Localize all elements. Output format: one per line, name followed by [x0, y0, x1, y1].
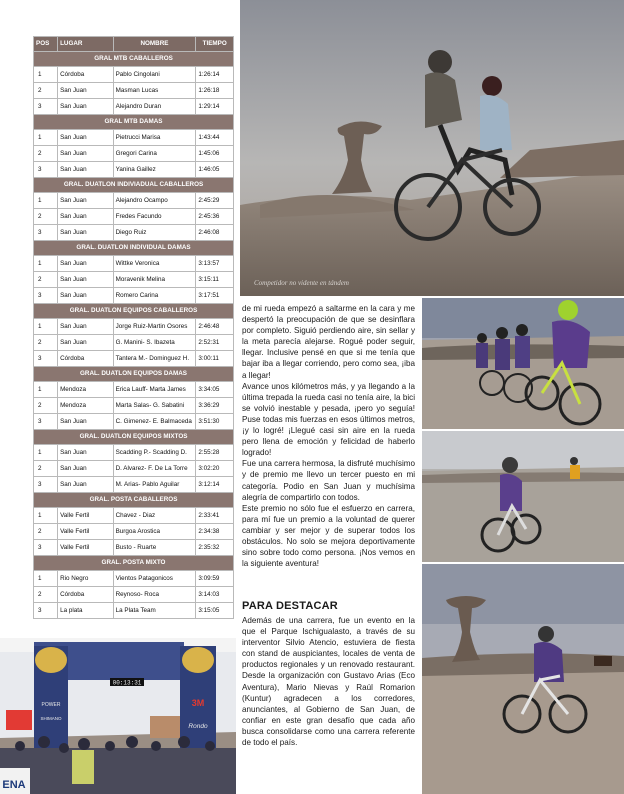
- arch-brand-logo-4: SHIMANO: [40, 716, 62, 721]
- table-row: [34, 319, 234, 335]
- position-cell: 2: [34, 335, 58, 351]
- photo-caption: Competidor no vidente en tándem: [254, 279, 349, 287]
- table-row: [34, 272, 234, 288]
- table-row: [34, 351, 234, 367]
- name-cell: Scadding P.- Scadding D.: [113, 445, 196, 461]
- time-cell: 3:09:59: [196, 571, 234, 587]
- time-cell: 3:36:29: [196, 398, 234, 414]
- finish-arch-photo: [0, 638, 236, 794]
- category-label: GRAL. POSTA MIXTO: [34, 556, 234, 571]
- time-cell: 2:35:32: [196, 540, 234, 556]
- name-cell: Pietrucci Marisa: [113, 130, 196, 146]
- category-label: GRAL. DUATLON INDIVIADUAL CABALLEROS: [34, 178, 234, 193]
- position-cell: 2: [34, 209, 58, 225]
- name-cell: Pablo Cingolani: [113, 67, 196, 83]
- place-cell: San Juan: [58, 477, 114, 493]
- position-cell: 3: [34, 603, 58, 619]
- table-row: [34, 146, 234, 162]
- article-paragraph: Este premio no sólo fue el esfuerzo en carrera, para mí fue un premio a la voluntad de querer cambiar y ser mejor y de superar todos los obstáculos. No solo se mejora deportivamente sino sobre todo como persona. ¡Nos vemos en la siguiente aventura!: [242, 503, 415, 569]
- article-paragraph: Avance unos kilómetros más, y ya llegando a la última trepada la rueda casi no tenía aire, la bici se volvió inestable y pesada, ¡pero yo seguía! Puse todas mis fuerzas en esos últimos metros, ¡y lo logré! ¡Llegué casi sin aire en la rueda pero llena de emoción y felicidad de haberlo logrado!: [242, 381, 415, 458]
- name-cell: Masman Lucas: [113, 83, 196, 99]
- name-cell: D. Alvarez- F. De La Torre: [113, 461, 196, 477]
- time-cell: 3:51:30: [196, 414, 234, 430]
- table-row: [34, 99, 234, 115]
- time-cell: 2:46:48: [196, 319, 234, 335]
- table-row: [34, 398, 234, 414]
- position-cell: 2: [34, 272, 58, 288]
- header-pos: POS: [34, 37, 58, 52]
- time-cell: 1:26:18: [196, 83, 234, 99]
- time-cell: 1:29:14: [196, 99, 234, 115]
- name-cell: Alejandro Ocampo: [113, 193, 196, 209]
- name-cell: La Plata Team: [113, 603, 196, 619]
- table-row: [34, 193, 234, 209]
- table-row: [34, 414, 234, 430]
- place-cell: San Juan: [58, 461, 114, 477]
- name-cell: Reynoso- Roca: [113, 587, 196, 603]
- position-cell: 1: [34, 193, 58, 209]
- position-cell: 2: [34, 146, 58, 162]
- time-cell: 2:33:41: [196, 508, 234, 524]
- table-header-row: [34, 37, 234, 52]
- time-cell: 2:55:28: [196, 445, 234, 461]
- header-nombre: NOMBRE: [113, 37, 196, 52]
- table-row: [34, 587, 234, 603]
- place-cell: Valle Fertil: [58, 508, 114, 524]
- time-cell: 3:13:57: [196, 256, 234, 272]
- highlight-paragraph: Además de una carrera, fue un evento en la que el Parque Ischigualasto, a través de su interventor Silvio Atencio, estuviera de fiesta con stand de auspiciantes, locales de venta de productos regionales y un renovado restaurant. Desde la organización con Gustavo Arias (Eco Aventura), Mario Nievas y Raúl Romarion (Kuntur) agradecen a los corredores, anunciantes, al Gobierno de San Juan, de confiar en este gran desafío que cada año busca consolidarse como una carrera referente de todo el país.: [242, 616, 415, 748]
- header-lugar: LUGAR: [58, 37, 114, 52]
- arch-brand-logo-3: POWER: [41, 702, 61, 708]
- time-cell: 2:46:08: [196, 225, 234, 241]
- time-cell: 3:17:51: [196, 288, 234, 304]
- place-cell: San Juan: [58, 225, 114, 241]
- place-cell: San Juan: [58, 272, 114, 288]
- place-cell: Valle Fertil: [58, 540, 114, 556]
- position-cell: 3: [34, 99, 58, 115]
- time-cell: 1:46:05: [196, 162, 234, 178]
- section-title: PARA DESTACAR: [242, 600, 338, 612]
- position-cell: 1: [34, 571, 58, 587]
- place-cell: San Juan: [58, 319, 114, 335]
- header-tiempo: TIEMPO: [196, 37, 234, 52]
- name-cell: Diego Ruiz: [113, 225, 196, 241]
- place-cell: Córdoba: [58, 587, 114, 603]
- name-cell: Erica Lauff- Marta James: [113, 382, 196, 398]
- time-cell: 1:45:06: [196, 146, 234, 162]
- category-row: [34, 115, 234, 130]
- place-cell: San Juan: [58, 193, 114, 209]
- table-row: [34, 603, 234, 619]
- name-cell: Yanina Gaillez: [113, 162, 196, 178]
- table-row: [34, 256, 234, 272]
- category-label: GRAL. DUATLON EQUIPOS MIXTOS: [34, 430, 234, 445]
- position-cell: 3: [34, 162, 58, 178]
- place-cell: San Juan: [58, 130, 114, 146]
- name-cell: M. Arias- Pablo Aguilar: [113, 477, 196, 493]
- solo-rider-photo: [422, 431, 624, 562]
- banner-text: ENA: [2, 779, 26, 791]
- table-row: [34, 83, 234, 99]
- table-row: [34, 335, 234, 351]
- table-row: [34, 524, 234, 540]
- category-row: [34, 493, 234, 508]
- category-label: GRAL MTB CABALLEROS: [34, 52, 234, 67]
- results-table: [33, 36, 234, 619]
- highlight-column: [242, 615, 415, 748]
- table-row: [34, 571, 234, 587]
- place-cell: San Juan: [58, 445, 114, 461]
- position-cell: 2: [34, 398, 58, 414]
- position-cell: 1: [34, 382, 58, 398]
- place-cell: San Juan: [58, 288, 114, 304]
- position-cell: 2: [34, 587, 58, 603]
- place-cell: La plata: [58, 603, 114, 619]
- position-cell: 2: [34, 83, 58, 99]
- position-cell: 3: [34, 477, 58, 493]
- place-cell: Mendoza: [58, 398, 114, 414]
- place-cell: Valle Fertil: [58, 524, 114, 540]
- time-cell: 2:45:29: [196, 193, 234, 209]
- position-cell: 3: [34, 288, 58, 304]
- category-row: [34, 241, 234, 256]
- name-cell: Alejandro Duran: [113, 99, 196, 115]
- position-cell: 1: [34, 508, 58, 524]
- arch-brand-logo: 3M: [191, 698, 205, 708]
- table-row: [34, 209, 234, 225]
- category-label: GRAL. POSTA CABALLEROS: [34, 493, 234, 508]
- position-cell: 3: [34, 225, 58, 241]
- category-row: [34, 367, 234, 382]
- name-cell: Burgoa Arostica: [113, 524, 196, 540]
- category-row: [34, 52, 234, 67]
- time-cell: 3:15:11: [196, 272, 234, 288]
- time-cell: 2:34:38: [196, 524, 234, 540]
- place-cell: San Juan: [58, 414, 114, 430]
- table-row: [34, 382, 234, 398]
- place-cell: San Juan: [58, 99, 114, 115]
- name-cell: Jorge Ruiz-Martin Osores: [113, 319, 196, 335]
- position-cell: 2: [34, 461, 58, 477]
- place-cell: San Juan: [58, 209, 114, 225]
- arch-brand-logo-2: Rondo: [188, 723, 208, 730]
- name-cell: Vientos Patagonicos: [113, 571, 196, 587]
- article-column: [242, 303, 415, 569]
- finish-clock: 00:13:31: [112, 679, 142, 687]
- time-cell: 3:02:20: [196, 461, 234, 477]
- position-cell: 3: [34, 414, 58, 430]
- position-cell: 3: [34, 351, 58, 367]
- position-cell: 1: [34, 445, 58, 461]
- time-cell: 3:14:03: [196, 587, 234, 603]
- place-cell: San Juan: [58, 256, 114, 272]
- place-cell: San Juan: [58, 83, 114, 99]
- position-cell: 1: [34, 256, 58, 272]
- category-row: [34, 430, 234, 445]
- time-cell: 2:52:31: [196, 335, 234, 351]
- table-row: [34, 225, 234, 241]
- group-riders-photo: [422, 298, 624, 429]
- place-cell: Rio Negro: [58, 571, 114, 587]
- name-cell: Romero Carina: [113, 288, 196, 304]
- name-cell: Gregori Carina: [113, 146, 196, 162]
- table-row: [34, 540, 234, 556]
- table-row: [34, 508, 234, 524]
- name-cell: Moravenik Melina: [113, 272, 196, 288]
- place-cell: Córdoba: [58, 351, 114, 367]
- rider-rock-photo: [422, 564, 624, 794]
- category-label: GRAL. DUATLON EQUIPOS CABALLEROS: [34, 304, 234, 319]
- table-row: [34, 162, 234, 178]
- table-row: [34, 461, 234, 477]
- table-row: [34, 477, 234, 493]
- name-cell: Busto - Ruarte: [113, 540, 196, 556]
- table-row: [34, 67, 234, 83]
- name-cell: Chavez - Diaz: [113, 508, 196, 524]
- name-cell: C. Gimenez- E. Balmaceda: [113, 414, 196, 430]
- time-cell: 3:34:05: [196, 382, 234, 398]
- name-cell: Wittke Veronica: [113, 256, 196, 272]
- position-cell: 1: [34, 130, 58, 146]
- name-cell: Tantera M.- Dominguez H.: [113, 351, 196, 367]
- time-cell: 3:00:11: [196, 351, 234, 367]
- name-cell: Marta Salas- G. Sabatini: [113, 398, 196, 414]
- place-cell: San Juan: [58, 146, 114, 162]
- category-label: GRAL MTB DAMAS: [34, 115, 234, 130]
- article-paragraph: Fue una carrera hermosa, la disfruté muchísimo y de premio me llevo un tercer puesto en mi categoría. Podio en San Juan y muchísima alegría de compartirlo con todos.: [242, 459, 415, 502]
- name-cell: Fredes Facundo: [113, 209, 196, 225]
- category-label: GRAL. DUATLON INDIVIDUAL DAMAS: [34, 241, 234, 256]
- tandem-bike-photo: [240, 0, 624, 296]
- name-cell: G. Manini- S. Ibazeta: [113, 335, 196, 351]
- table-row: [34, 288, 234, 304]
- category-label: GRAL. DUATLON EQUIPOS DAMAS: [34, 367, 234, 382]
- article-paragraph: de mi rueda empezó a saltarme en la cara y me despertó la preocupación de que se desinflara por completo. Siguió perdiendo aire, sin sellar y la meta parecía alejarse. Rogué poder seguir, llegar. Inclusive pensé en que si me tenía que bajar iba a llegar corriendo, pero como sea, ¡iba a llegar!: [242, 304, 415, 380]
- time-cell: 3:12:14: [196, 477, 234, 493]
- time-cell: 3:15:05: [196, 603, 234, 619]
- table-row: [34, 445, 234, 461]
- time-cell: 1:43:44: [196, 130, 234, 146]
- position-cell: 2: [34, 524, 58, 540]
- category-row: [34, 556, 234, 571]
- time-cell: 1:26:14: [196, 67, 234, 83]
- position-cell: 1: [34, 67, 58, 83]
- place-cell: Mendoza: [58, 382, 114, 398]
- place-cell: San Juan: [58, 335, 114, 351]
- place-cell: Córdoba: [58, 67, 114, 83]
- position-cell: 1: [34, 319, 58, 335]
- category-row: [34, 304, 234, 319]
- table-row: [34, 130, 234, 146]
- time-cell: 2:45:36: [196, 209, 234, 225]
- place-cell: San Juan: [58, 162, 114, 178]
- position-cell: 3: [34, 540, 58, 556]
- category-row: [34, 178, 234, 193]
